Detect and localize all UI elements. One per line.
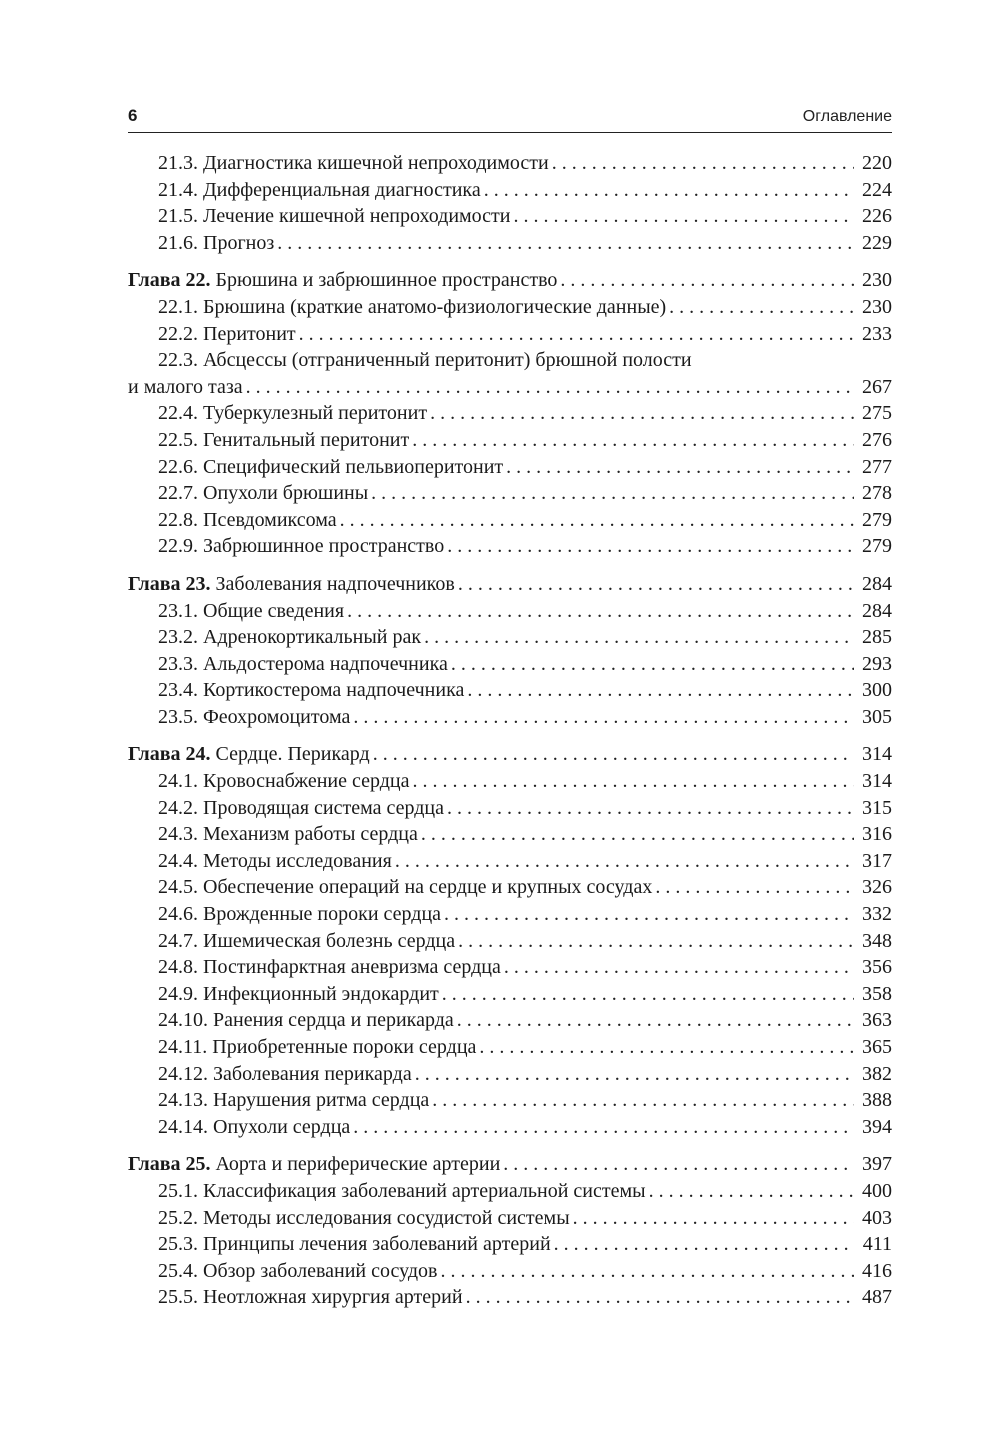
toc-entry[interactable]: 23.5. Феохромоцитома . . . 305 <box>128 704 892 731</box>
toc-entry[interactable]: 22.9. Забрюшинное пространство . . . 279 <box>128 533 892 560</box>
leader-dots <box>467 677 854 704</box>
leader-dots <box>458 571 854 598</box>
toc-entry[interactable]: 24.4. Методы исследования . . . 317 <box>128 848 892 875</box>
toc-entry[interactable]: 25.5. Неотложная хирургия артерий . . . 487 <box>128 1284 892 1311</box>
page-ref: 224 <box>862 178 892 201</box>
toc-entry[interactable]: 22.7. Опухоли брюшины . . . 278 <box>128 480 892 507</box>
leader-dots <box>506 454 854 481</box>
page-ref: 226 <box>862 205 892 228</box>
toc-entry[interactable]: 24.14. Опухоли сердца . . . 394 <box>128 1114 892 1141</box>
leader-dots <box>457 1007 854 1034</box>
toc-entry[interactable]: 24.8. Постинфарктная аневризма сердца . . . 356 <box>128 954 892 981</box>
chapter-title: Сердце. Перикард <box>215 743 370 766</box>
toc-entry[interactable]: 24.5. Обеспечение операций на сердце и крупных сосудах . . . 326 <box>128 874 892 901</box>
page-ref: 400 <box>862 1179 892 1202</box>
leader-dots <box>649 1178 854 1205</box>
page-ref: 279 <box>862 535 892 558</box>
page-ref: 293 <box>862 652 892 675</box>
toc-entry[interactable]: 24.6. Врожденные пороки сердца . . . 332 <box>128 901 892 928</box>
toc-entry[interactable]: 24.2. Проводящая система сердца . . . 315 <box>128 795 892 822</box>
leader-dots <box>353 704 854 731</box>
toc-entry[interactable]: 24.10. Ранения сердца и перикарда . . . 363 <box>128 1007 892 1034</box>
chapter-number: Глава 25. <box>128 1153 211 1176</box>
toc-entry[interactable]: 21.5. Лечение кишечной непроходимости . . . 226 <box>128 203 892 230</box>
page-ref: 365 <box>862 1036 892 1058</box>
toc-section <box>128 150 892 256</box>
page-ref: 284 <box>862 572 892 595</box>
chapter-heading[interactable] <box>128 571 892 598</box>
table-of-contents <box>128 150 892 1311</box>
leader-dots <box>424 624 854 651</box>
leader-dots <box>395 848 854 875</box>
toc-entry-multiline[interactable] <box>128 347 892 400</box>
chapter-title: Заболевания надпочечников <box>215 572 455 595</box>
leader-dots <box>484 177 854 204</box>
page-ref: 285 <box>862 626 892 649</box>
page-ref: 411 <box>862 1233 892 1256</box>
chapter-number: Глава 24. <box>128 743 211 766</box>
toc-entry[interactable]: 24.3. Механизм работы сердца . . . 316 <box>128 821 892 848</box>
leader-dots <box>246 374 854 401</box>
leader-dots <box>655 874 854 901</box>
page-ref: 358 <box>862 982 892 1005</box>
page-ref: 316 <box>862 823 892 846</box>
chapter-number: Глава 22. <box>128 269 211 292</box>
leader-dots <box>412 427 854 454</box>
page-ref: 332 <box>862 903 892 926</box>
leader-dots <box>440 1258 854 1285</box>
toc-entry[interactable]: 24.11. Приобретенные пороки сердца . . . 365 <box>128 1034 892 1061</box>
page-ref: 356 <box>862 956 892 979</box>
leader-dots <box>560 267 854 294</box>
leader-dots <box>514 203 855 230</box>
toc-entry[interactable]: 22.4. Туберкулезный перитонит . . . 275 <box>128 400 892 427</box>
toc-entry[interactable]: 24.13. Нарушения ритма сердца . . . 388 <box>128 1087 892 1114</box>
page-ref: 230 <box>862 295 892 318</box>
leader-dots <box>479 1034 854 1061</box>
chapter-heading[interactable] <box>128 1151 892 1178</box>
toc-entry[interactable]: 25.4. Обзор заболеваний сосудов . . . 416 <box>128 1258 892 1285</box>
page-ref: 315 <box>862 796 892 819</box>
toc-entry[interactable]: 22.1. Брюшина (краткие анатомо-физиологические данные) . . . 230 <box>128 294 892 321</box>
page-ref: 233 <box>862 322 892 345</box>
page-ref: 487 <box>862 1286 892 1309</box>
leader-dots <box>451 651 854 678</box>
leader-dots <box>277 230 854 257</box>
page-ref: 277 <box>862 455 892 478</box>
toc-entry[interactable]: 23.2. Адренокортикальный рак . . . 285 <box>128 624 892 651</box>
toc-entry[interactable]: 24.9. Инфекционный эндокардит . . . 358 <box>128 981 892 1008</box>
leader-dots <box>552 150 854 177</box>
page-ref: 388 <box>862 1089 892 1112</box>
toc-chapter <box>128 1151 892 1311</box>
page-ref: 317 <box>862 849 892 872</box>
toc-entry[interactable]: 24.7. Ишемическая болезнь сердца . . . 348 <box>128 928 892 955</box>
toc-entry[interactable]: 21.6. Прогноз . . . 229 <box>128 230 892 257</box>
leader-dots <box>340 507 854 534</box>
leader-dots <box>412 768 854 795</box>
leader-dots <box>573 1205 854 1232</box>
leader-dots <box>504 954 854 981</box>
toc-chapter <box>128 571 892 731</box>
leader-dots <box>554 1231 854 1258</box>
page-ref: 276 <box>862 428 892 451</box>
entry-label-line2-row <box>128 374 892 401</box>
page-ref: 300 <box>862 679 892 702</box>
leader-dots <box>371 480 854 507</box>
toc-entry[interactable]: 24.1. Кровоснабжение сердца . . . 314 <box>128 768 892 795</box>
leader-dots <box>373 741 854 768</box>
page-ref: 284 <box>862 599 892 622</box>
toc-entry[interactable]: 25.2. Методы исследования сосудистой системы . . . 403 <box>128 1205 892 1232</box>
page-ref: 278 <box>862 482 892 505</box>
toc-entry[interactable]: 23.4. Кортикостерома надпочечника . . . 300 <box>128 677 892 704</box>
chapter-title: Аорта и периферические артерии <box>215 1153 501 1176</box>
toc-entry[interactable]: 22.2. Перитонит . . . 233 <box>128 321 892 348</box>
toc-chapter <box>128 741 892 1140</box>
toc-entry[interactable]: 22.8. Псевдомиксома . . . 279 <box>128 507 892 534</box>
leader-dots <box>447 533 854 560</box>
toc-entry[interactable]: 22.5. Генитальный перитонит . . . 276 <box>128 427 892 454</box>
page-ref: 279 <box>862 508 892 531</box>
entry-label-line2: и малого таза <box>128 375 243 398</box>
leader-dots <box>347 598 854 625</box>
entry-label-line1: 22.3. Абсцессы (отграниченный перитонит) брюшной полости <box>158 349 692 372</box>
leader-dots <box>466 1284 854 1311</box>
page-ref: 348 <box>862 929 892 952</box>
running-title: Оглавление <box>802 108 892 125</box>
page-ref: 382 <box>862 1062 892 1085</box>
page-ref: 275 <box>862 402 892 425</box>
leader-dots <box>444 901 854 928</box>
chapter-heading[interactable] <box>128 741 892 768</box>
page-ref: 403 <box>862 1206 892 1229</box>
page-header <box>128 106 892 133</box>
chapter-title: Брюшина и забрюшинное пространство <box>215 269 558 292</box>
page-ref: 363 <box>862 1009 892 1032</box>
toc-entry[interactable]: 21.4. Дифференциальная диагностика . . . 224 <box>128 177 892 204</box>
toc-entry[interactable]: 23.1. Общие сведения . . . 284 <box>128 598 892 625</box>
leader-dots <box>669 294 854 321</box>
page-ref: 314 <box>862 770 892 793</box>
page-number: 6 <box>128 106 138 125</box>
page-ref: 394 <box>862 1115 892 1138</box>
page-ref: 314 <box>862 743 892 766</box>
page-ref: 267 <box>862 375 892 398</box>
page-ref: 397 <box>862 1153 892 1176</box>
toc-entry[interactable]: 21.3. Диагностика кишечной непроходимости . . . 220 <box>128 150 892 177</box>
page-ref: 220 <box>862 152 892 174</box>
leader-dots <box>442 981 854 1008</box>
leader-dots <box>353 1114 854 1141</box>
page-ref: 416 <box>862 1259 892 1282</box>
toc-entry[interactable]: 25.1. Классификация заболеваний артериальной системы . . . 400 <box>128 1178 892 1205</box>
leader-dots <box>447 795 854 822</box>
leader-dots <box>299 321 854 348</box>
leader-dots <box>430 400 854 427</box>
leader-dots <box>415 1061 854 1088</box>
chapter-number: Глава 23. <box>128 572 211 595</box>
toc-entry[interactable]: 25.3. Принципы лечения заболеваний артерий . . . 411 <box>128 1231 892 1258</box>
page-ref: 229 <box>862 231 892 254</box>
leader-dots <box>458 928 854 955</box>
toc-chapter <box>128 267 892 560</box>
page-ref: 326 <box>862 876 892 899</box>
toc-entry[interactable]: 23.3. Альдостерома надпочечника . . . 293 <box>128 651 892 678</box>
leader-dots <box>432 1087 854 1114</box>
toc-entry[interactable]: 24.12. Заболевания перикарда . . . 382 <box>128 1061 892 1088</box>
leader-dots <box>421 821 854 848</box>
leader-dots <box>503 1151 854 1178</box>
page-ref: 230 <box>862 269 892 292</box>
toc-entry[interactable]: 22.6. Специфический пельвиоперитонит . . . 277 <box>128 454 892 481</box>
chapter-heading[interactable] <box>128 267 892 294</box>
page-ref: 305 <box>862 705 892 728</box>
